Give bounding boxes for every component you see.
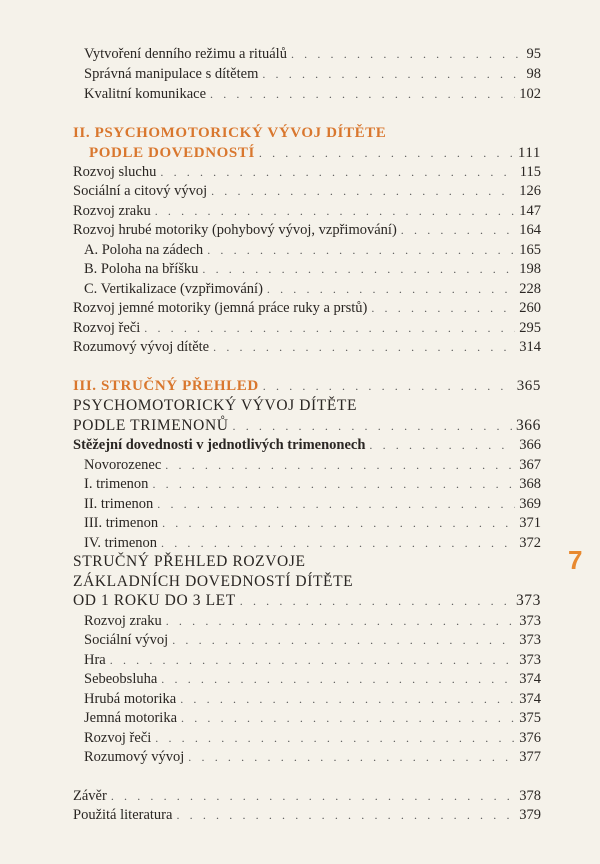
dot-leader [165, 455, 515, 475]
toc-entry [0, 533, 600, 553]
toc-entry-label: A. Poloha na zádech [84, 242, 204, 258]
subsection-heading-row [0, 416, 600, 436]
dot-leader [267, 279, 515, 299]
toc-entry-label: Rozvoj řeči [84, 730, 152, 746]
dot-leader [161, 533, 515, 553]
toc-entry-label: B. Poloha na bříšku [84, 261, 199, 277]
dot-leader [262, 64, 522, 84]
toc-entry [0, 44, 600, 64]
toc-entry [0, 201, 600, 221]
dot-leader [155, 728, 515, 748]
toc-entry [0, 259, 600, 279]
dot-leader [213, 337, 515, 357]
toc-entry-page: 371 [519, 515, 541, 531]
subsection-heading: ZÁKLADNÍCH DOVEDNOSTÍ DÍTĚTE [73, 573, 354, 590]
subsection-heading-row [0, 591, 600, 611]
toc-entry-page: 373 [519, 632, 541, 648]
section-heading-row [0, 376, 600, 396]
section-heading-row [0, 143, 600, 163]
toc-entry-label: Rozvoj zraku [84, 613, 162, 629]
toc-entry-page: 95 [526, 46, 541, 62]
toc-entry [0, 240, 600, 260]
section-heading-label: III. STRUČNÝ PŘEHLED [73, 378, 259, 394]
toc-entry-label: Rozvoj hrubé motoriky (pohybový vývoj, vzpřimování) [73, 222, 397, 238]
toc-entry-page: 115 [519, 164, 541, 180]
subsection-heading-page: 373 [515, 592, 541, 609]
dot-leader [157, 494, 515, 514]
toc-entry-label: Závěr [73, 788, 107, 804]
toc-entry-page: 368 [519, 476, 541, 492]
toc-entry [0, 181, 600, 201]
section-heading: II. PSYCHOMOTORICKÝ VÝVOJ DÍTĚTE [73, 125, 387, 141]
toc-entry-label: Hra [84, 652, 106, 668]
toc-entry [0, 650, 600, 670]
toc-entry-label: Použitá literatura [73, 807, 173, 823]
toc-entry-label: Stěžejní dovednosti v jednotlivých trimenonech [73, 437, 366, 453]
toc-entry-label: IV. trimenon [84, 535, 158, 551]
toc-entry-page: 374 [519, 671, 541, 687]
toc-entry-page: 377 [519, 749, 541, 765]
toc-entry [0, 298, 600, 318]
dot-leader [181, 708, 515, 728]
toc-entry-page: 228 [519, 281, 541, 297]
dot-leader [263, 376, 513, 396]
dot-leader [152, 474, 515, 494]
dot-leader [240, 591, 512, 611]
toc-entry-label: Rozvoj řeči [73, 320, 141, 336]
toc-entry-page: 314 [519, 339, 541, 355]
dot-leader [144, 318, 515, 338]
toc-entry [0, 669, 600, 689]
toc-entry-page: 374 [519, 691, 541, 707]
dot-leader [188, 747, 515, 767]
toc-entry [0, 728, 600, 748]
dot-leader [291, 44, 523, 64]
dot-leader [233, 416, 512, 436]
toc-entry-label: Kvalitní komunikace [84, 86, 207, 102]
toc-entry-page: 367 [519, 457, 541, 473]
toc-entry-label: III. trimenon [84, 515, 159, 531]
toc-entry-page: 373 [519, 652, 541, 668]
dot-leader [202, 259, 515, 279]
dot-leader [371, 298, 515, 318]
toc-entry-label: C. Vertikalizace (vzpřimování) [84, 281, 263, 297]
toc-entry [0, 220, 600, 240]
dot-leader [161, 669, 515, 689]
dot-leader [160, 162, 515, 182]
toc-entry [0, 435, 600, 455]
toc-entry-label: Novorozenec [84, 457, 162, 473]
subsection-heading: PSYCHOMOTORICKÝ VÝVOJ DÍTĚTE [73, 397, 358, 414]
subsection-heading-label: PODLE TRIMENONŮ [73, 417, 229, 434]
toc-entry-page: 126 [519, 183, 541, 199]
toc-entry-label: Správná manipulace s dítětem [84, 66, 259, 82]
toc-entry-page: 379 [519, 807, 541, 823]
toc-entry [0, 84, 600, 104]
section-heading-page: 111 [517, 145, 541, 161]
dot-leader [401, 220, 515, 240]
toc-entry [0, 805, 600, 825]
toc-entry-page: 376 [519, 730, 541, 746]
dot-leader [166, 611, 516, 631]
dot-leader [210, 84, 515, 104]
toc-entry [0, 337, 600, 357]
dot-leader [162, 513, 515, 533]
toc-entry-page: 198 [519, 261, 541, 277]
dot-leader [259, 143, 514, 163]
toc-entry-page: 98 [526, 66, 541, 82]
toc-entry-page: 375 [519, 710, 541, 726]
toc-entry-label: Rozumový vývoj [84, 749, 185, 765]
toc-entry [0, 64, 600, 84]
toc-entry-label: Jemná motorika [84, 710, 178, 726]
toc-entry-page: 147 [519, 203, 541, 219]
toc-entry [0, 689, 600, 709]
toc-entry-label: Sociální a citový vývoj [73, 183, 208, 199]
dot-leader [369, 435, 515, 455]
dot-leader [172, 630, 515, 650]
dot-leader [155, 201, 516, 221]
dot-leader [207, 240, 515, 260]
toc-entry [0, 630, 600, 650]
toc-entry-page: 165 [519, 242, 541, 258]
toc-entry [0, 786, 600, 806]
dot-leader [110, 650, 516, 670]
toc-entry-label: Rozumový vývoj dítěte [73, 339, 210, 355]
toc-entry-page: 378 [519, 788, 541, 804]
toc-entry [0, 162, 600, 182]
subsection-heading-label: OD 1 ROKU DO 3 LET [73, 592, 236, 609]
section-heading-label: PODLE DOVEDNOSTÍ [89, 145, 255, 161]
dot-leader [180, 689, 515, 709]
toc-entry-label: I. trimenon [84, 476, 149, 492]
toc-entry-label: Hrubá motorika [84, 691, 177, 707]
page-number: 7 [568, 545, 583, 575]
dot-leader [176, 805, 515, 825]
toc-entry [0, 494, 600, 514]
subsection-heading-page: 366 [515, 417, 541, 434]
toc-entry [0, 318, 600, 338]
toc-entry [0, 747, 600, 767]
dot-leader [111, 786, 515, 806]
toc-entry-label: Sebeobsluha [84, 671, 158, 687]
toc-entry-label: II. trimenon [84, 496, 154, 512]
toc-entry [0, 611, 600, 631]
toc-entry-label: Sociální vývoj [84, 632, 169, 648]
toc-entry-page: 260 [519, 300, 541, 316]
subsection-heading: STRUČNÝ PŘEHLED ROZVOJE [73, 553, 306, 570]
toc-entry-label: Vytvoření denního režimu a rituálů [84, 46, 287, 62]
toc-entry [0, 279, 600, 299]
toc-entry-label: Rozvoj zraku [73, 203, 151, 219]
toc-entry [0, 513, 600, 533]
toc-entry-page: 373 [519, 613, 541, 629]
dot-leader [211, 181, 515, 201]
toc-entry-page: 372 [519, 535, 541, 551]
toc-entry-label: Rozvoj sluchu [73, 164, 157, 180]
toc-entry [0, 455, 600, 475]
toc-entry-page: 366 [519, 437, 541, 453]
toc-entry [0, 474, 600, 494]
toc-entry-page: 164 [519, 222, 541, 238]
toc-entry-page: 102 [519, 86, 541, 102]
toc-entry-page: 369 [519, 496, 541, 512]
toc-entry-label: Rozvoj jemné motoriky (jemná práce ruky a prstů) [73, 300, 368, 316]
toc-entry [0, 708, 600, 728]
toc-entry-page: 295 [519, 320, 541, 336]
section-heading-page: 365 [516, 378, 541, 394]
